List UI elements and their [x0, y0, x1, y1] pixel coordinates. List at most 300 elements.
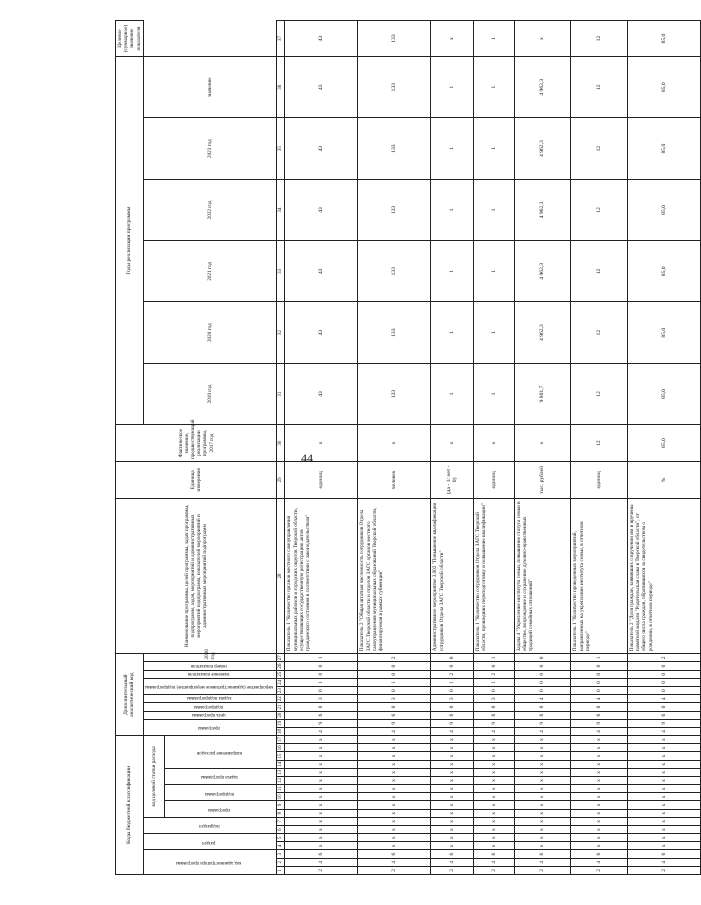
code-cell: х	[627, 744, 700, 752]
table-row	[285, 21, 358, 875]
code-cell: 0	[514, 654, 571, 662]
code-cell: 0	[285, 703, 358, 711]
indicator-type-header: значение показателя	[188, 670, 230, 676]
subprogram-header: подпрограмма	[204, 790, 235, 796]
final-value-cell: х	[431, 21, 474, 57]
code-cell: х	[474, 825, 514, 833]
code-cell: 4	[431, 858, 474, 866]
year-value-cell: 43	[285, 363, 358, 424]
year-value-cell: 4 962,3	[514, 302, 571, 363]
unit-header: Единица измерения	[116, 461, 277, 498]
column-index: 33	[277, 241, 285, 302]
code-cell: 0	[571, 670, 628, 678]
column-index: 16	[277, 745, 283, 751]
code-cell: х	[431, 752, 474, 760]
column-index: 12	[277, 778, 283, 784]
code-cell: х	[431, 793, 474, 801]
code-cell: 0	[285, 662, 358, 670]
code-cell: 4	[627, 858, 700, 866]
code-cell: 2	[571, 866, 628, 874]
final-value-cell: 133	[358, 21, 431, 57]
code-cell: 0	[358, 703, 431, 711]
code-cell: 2	[285, 866, 358, 874]
code-cell: 9	[514, 719, 571, 727]
code-cell: х	[474, 768, 514, 776]
code-cell: 4	[358, 858, 431, 866]
code-cell: х	[358, 801, 431, 809]
code-cell: 4	[285, 858, 358, 866]
final-value-cell: 1	[474, 21, 514, 57]
code-cell: х	[285, 776, 358, 784]
column-index-row	[277, 21, 285, 875]
code-cell: 1	[474, 654, 514, 662]
fact-cell: х	[474, 425, 514, 462]
year-value-cell: 133	[358, 179, 431, 240]
code-cell: х	[514, 817, 571, 825]
code-cell: х	[474, 785, 514, 793]
code-cell: х	[571, 744, 628, 752]
code-cell: 0	[571, 703, 628, 711]
code-cell: х	[431, 809, 474, 817]
final-value-header: значение	[143, 57, 277, 118]
code-cell: 3	[285, 695, 358, 703]
code-cell: х	[285, 842, 358, 850]
column-index: 19	[277, 720, 283, 726]
code-cell: 6	[627, 711, 700, 719]
code-cell: х	[514, 834, 571, 842]
code-cell: х	[431, 744, 474, 752]
code-cell: х	[285, 736, 358, 744]
code-cell: 0	[358, 670, 431, 678]
code-cell: х	[358, 817, 431, 825]
year-2021-header: 2021 год	[143, 241, 277, 302]
code-cell: х	[358, 768, 431, 776]
column-index: 37	[277, 21, 285, 57]
code-cell: 4	[627, 695, 700, 703]
task-subprogram-header: задача подпрограммы	[186, 695, 232, 701]
code-cell: 1	[474, 678, 514, 686]
code-cell: х	[285, 785, 358, 793]
code-cell: х	[571, 834, 628, 842]
code-cell: 0	[358, 687, 431, 695]
code-cell: 1	[285, 654, 358, 662]
code-cell: 1	[358, 678, 431, 686]
code-cell: 4	[474, 858, 514, 866]
year-value-cell: 85,0	[627, 241, 700, 302]
row-name-cell: Показатель 1 "Количество проведенных мероприятий, направленных на укрепление института семьи, в отчетном периоде"	[571, 498, 628, 653]
year-2019-header: 2019 год	[143, 363, 277, 424]
code-cell: х	[358, 744, 431, 752]
code-cell: х	[627, 801, 700, 809]
code-cell: х	[514, 768, 571, 776]
year-value-cell: 133	[358, 363, 431, 424]
column-index: 3	[277, 850, 285, 858]
code-cell: 2	[474, 670, 514, 678]
code-cell: х	[627, 776, 700, 784]
code-cell: х	[285, 752, 358, 760]
column-index: 31	[277, 363, 285, 424]
year-value-cell: 1	[474, 118, 514, 179]
code-cell: 9	[627, 719, 700, 727]
code-cell: 6	[431, 711, 474, 719]
code-cell: 2	[431, 866, 474, 874]
code-cell: х	[627, 817, 700, 825]
subsection-header: подраздел	[198, 823, 220, 829]
code-cell: 1	[571, 654, 628, 662]
code-cell: х	[571, 809, 628, 817]
program-header: программа	[208, 807, 231, 812]
code-cell: х	[627, 834, 700, 842]
code-cell: 4	[571, 695, 628, 703]
year-value-cell: 85,0	[627, 363, 700, 424]
column-index: 30	[277, 425, 285, 462]
column-index: 17	[277, 737, 283, 743]
year-value-cell: 4 962,3	[514, 118, 571, 179]
code-cell: 2	[474, 866, 514, 874]
column-index: 1	[277, 866, 285, 874]
code-cell: х	[474, 801, 514, 809]
code-cell: х	[627, 809, 700, 817]
analytic-group-header: Дополнительный аналитический код	[116, 654, 144, 736]
code-cell: 0	[514, 678, 571, 686]
year-value-cell: 12	[571, 363, 628, 424]
year-value-cell: 133	[358, 57, 431, 118]
year-value-cell: 12	[571, 57, 628, 118]
header-row-1	[116, 21, 144, 875]
code-cell: х	[627, 793, 700, 801]
year-value-cell: 85,0	[627, 302, 700, 363]
table-row	[474, 21, 514, 875]
column-index: 34	[277, 179, 285, 240]
code-cell: 0	[285, 670, 358, 678]
code-cell: 0	[514, 662, 571, 670]
fact-cell: х	[358, 425, 431, 462]
fact-cell: х	[514, 425, 571, 462]
code-cell: х	[474, 760, 514, 768]
event-number-header: номер показателя	[191, 662, 227, 668]
column-index: 28	[277, 498, 285, 653]
year-value-cell: 12	[571, 118, 628, 179]
code-cell: х	[431, 760, 474, 768]
code-cell: 6	[358, 850, 431, 858]
code-cell: х	[474, 744, 514, 752]
program-table	[115, 20, 701, 875]
final-value-cell: 43	[285, 21, 358, 57]
code-cell: х	[514, 736, 571, 744]
rotated-page	[115, 20, 667, 875]
column-index: 29	[277, 461, 285, 498]
code-cell: 2	[358, 654, 431, 662]
code-cell: х	[285, 834, 358, 842]
code-cell: 6	[474, 711, 514, 719]
code-cell: 6	[285, 711, 358, 719]
year-value-cell: 1	[431, 57, 474, 118]
code-cell: х	[514, 752, 571, 760]
code-cell: х	[358, 760, 431, 768]
code-cell: х	[431, 776, 474, 784]
subprogram2-header: подпрограмма	[194, 703, 224, 709]
code-cell: 6	[571, 850, 628, 858]
code-cell: 9	[285, 719, 358, 727]
year-value-cell: 1	[474, 179, 514, 240]
column-index: 36	[277, 57, 285, 118]
column-index: 13	[277, 769, 283, 775]
code-cell: 0	[627, 662, 700, 670]
fact-cell: х	[431, 425, 474, 462]
row-name-cell: Административное мероприятие 3.002 "Повышение квалификации сотрудников Отдела ЗАГС Тверской области"	[431, 498, 474, 653]
year-value-cell: 12	[571, 302, 628, 363]
code-cell: 1	[285, 678, 358, 686]
code-cell: 0	[514, 703, 571, 711]
code-cell: х	[571, 817, 628, 825]
unit-cell: единиц	[285, 461, 358, 498]
code-cell: х	[431, 801, 474, 809]
year-value-cell: 1	[431, 302, 474, 363]
code-cell: х	[514, 793, 571, 801]
year-value-cell: 1	[474, 363, 514, 424]
page-number: 44	[301, 451, 313, 465]
column-index: 9	[277, 801, 285, 809]
code-cell: х	[358, 793, 431, 801]
code-cell: х	[431, 834, 474, 842]
final-value-cell: х	[514, 21, 571, 57]
year-value-cell: 1	[431, 179, 474, 240]
code-cell: х	[431, 817, 474, 825]
program2-header: программа	[198, 725, 221, 731]
year-value-cell: 1	[431, 241, 474, 302]
code-cell: 0	[514, 670, 571, 678]
code-cell: х	[627, 752, 700, 760]
code-cell: х	[285, 744, 358, 752]
direction-expense-header: направление расходов	[196, 749, 242, 755]
code-cell: х	[431, 842, 474, 850]
year-value-cell: 12	[571, 179, 628, 240]
code-cell: х	[285, 801, 358, 809]
code-cell: х	[358, 825, 431, 833]
year-value-cell: 85,0	[627, 179, 700, 240]
code-cell: х	[571, 776, 628, 784]
code-cell: 0	[571, 662, 628, 670]
code-cell: х	[627, 825, 700, 833]
code-cell: 6	[431, 850, 474, 858]
code-cell: х	[514, 744, 571, 752]
name-header: Наименование программы, целей программы, задач программы, подпрограмм, задач, мероприятий и административных мероприятий подпрограмм, показателей мероприятий и административных мероприятий подпрограмм	[116, 498, 277, 653]
code-cell: х	[571, 825, 628, 833]
code-cell: х	[358, 752, 431, 760]
column-index: 4	[277, 842, 285, 850]
code-cell: х	[514, 776, 571, 784]
code-cell: х	[627, 768, 700, 776]
year-value-cell: 9 801,7	[514, 363, 571, 424]
row-name-cell: Показатель 2 "Общая штатная численность сотрудников Отдела ЗАГС Тверской области и отделов ЗАГС органов местного самоуправления муниципальных образований Тверской области, финансируемая в рамках субвенции"	[358, 498, 431, 653]
code-cell: х	[571, 793, 628, 801]
fact-cell: х	[285, 425, 358, 462]
code-cell: х	[285, 825, 358, 833]
admin-code-header: код администратора программы	[176, 860, 242, 866]
year-value-cell: 43	[285, 241, 358, 302]
year-2020-header: 2020 год	[143, 302, 277, 363]
code-cell: 2	[627, 654, 700, 662]
code-cell: 0	[431, 687, 474, 695]
code-cell: х	[627, 760, 700, 768]
column-index: 21	[277, 704, 283, 710]
code-cell: 9	[571, 719, 628, 727]
year-value-cell: 133	[358, 118, 431, 179]
code-cell: 4	[285, 727, 358, 735]
code-cell: 0	[358, 662, 431, 670]
code-cell: х	[514, 785, 571, 793]
year-2023-header: 2023 год	[143, 118, 277, 179]
code-cell: 4	[358, 727, 431, 735]
code-cell: 4	[514, 695, 571, 703]
final-value-cell: 85,0	[627, 21, 700, 57]
year-value-cell: 43	[285, 179, 358, 240]
code-cell: 0	[474, 662, 514, 670]
code-cell: 0	[474, 703, 514, 711]
code-cell: х	[285, 817, 358, 825]
column-index: 18	[277, 728, 283, 734]
code-cell: 6	[627, 850, 700, 858]
code-cell: х	[358, 785, 431, 793]
code-cell: 0	[627, 703, 700, 711]
code-cell: х	[431, 736, 474, 744]
year-value-cell: 1	[474, 302, 514, 363]
code-cell: х	[474, 834, 514, 842]
code-cell: 0	[285, 687, 358, 695]
code-cell: х	[474, 793, 514, 801]
code-cell: 6	[514, 850, 571, 858]
code-cell: х	[474, 752, 514, 760]
year-value-cell: 133	[358, 302, 431, 363]
column-index: 20	[277, 712, 283, 718]
column-index: 35	[277, 118, 285, 179]
year-value-cell: 85,0	[627, 57, 700, 118]
year-value-cell: 4 962,3	[514, 57, 571, 118]
code-cell: х	[474, 809, 514, 817]
year-value-cell: 133	[358, 241, 431, 302]
code-cell: 4	[571, 727, 628, 735]
code-cell: х	[474, 776, 514, 784]
year-value-cell: 4 962,3	[514, 179, 571, 240]
unit-cell: единиц	[571, 461, 628, 498]
year-value-cell: 12	[571, 241, 628, 302]
table-row	[431, 21, 474, 875]
codes-group-header: Коды бюджетной классификации	[116, 736, 144, 875]
fact-cell: 85,0	[627, 425, 700, 462]
code-cell: х	[358, 842, 431, 850]
table-row	[358, 21, 431, 875]
code-cell: 0	[431, 703, 474, 711]
column-index: 22	[277, 696, 283, 702]
fact-cell: 12	[571, 425, 628, 462]
code-cell: х	[431, 768, 474, 776]
code-cell: х	[627, 736, 700, 744]
code-cell: 0	[627, 678, 700, 686]
year-value-cell: 1	[474, 241, 514, 302]
code-cell: х	[358, 776, 431, 784]
code-cell: 0	[627, 670, 700, 678]
column-index: 25	[277, 671, 283, 677]
code-cell: х	[431, 785, 474, 793]
event-header: мероприятие (административное мероприятие) подпрограммы	[144, 684, 274, 690]
code-cell: х	[571, 736, 628, 744]
column-index: 11	[277, 786, 283, 792]
code-cell: х	[285, 809, 358, 817]
code-cell: 3	[431, 695, 474, 703]
code-cell: х	[474, 736, 514, 744]
code-cell: х	[571, 760, 628, 768]
code-cell: 9	[431, 719, 474, 727]
code-cell: х	[474, 817, 514, 825]
code-cell: х	[514, 760, 571, 768]
code-cell: х	[431, 825, 474, 833]
code-cell: 2	[358, 866, 431, 874]
column-index: 26	[277, 663, 283, 669]
column-index: 6	[277, 825, 285, 833]
kcs-group-header: код целевой статьи расхода	[143, 736, 164, 818]
fact-header: Фактическое значение, предшествующий реализации программы, 2017 год	[116, 425, 277, 462]
year-2022-header: 2022 год	[143, 179, 277, 240]
table-row	[514, 21, 571, 875]
unit-cell: %	[627, 461, 700, 498]
code-cell: х	[571, 785, 628, 793]
code-cell: х	[571, 801, 628, 809]
column-index: 24	[277, 679, 283, 685]
code-cell: 6	[358, 711, 431, 719]
section-header: раздел	[202, 839, 216, 845]
row-name-cell: Задача 4 "Укрепление института семьи, повышение статуса семьи в обществе, возрождение и сохранение духовно-нравственных традиций семейных отношений"	[514, 498, 571, 653]
unit-cell: человек	[358, 461, 431, 498]
code-cell: х	[571, 842, 628, 850]
row-name-cell: Показатель 1 "Количество сотрудников Отдела ЗАГС Тверской области, прошедших переподготовку и повышение квалификации"	[474, 498, 514, 653]
code-cell: 0	[431, 654, 474, 662]
code-cell: 0	[474, 687, 514, 695]
year-2018-header: 2018 год	[143, 654, 277, 662]
column-index: 5	[277, 834, 285, 842]
column-index: 15	[277, 753, 283, 759]
code-cell: 6	[285, 850, 358, 858]
code-cell: 0	[571, 678, 628, 686]
code-cell: 4	[431, 727, 474, 735]
column-index: 23	[277, 688, 283, 694]
code-cell: х	[514, 801, 571, 809]
code-cell: 6	[514, 711, 571, 719]
final-value-cell: 12	[571, 21, 628, 57]
code-cell: 9	[358, 719, 431, 727]
code-cell: 0	[431, 662, 474, 670]
year-value-cell: 1	[431, 118, 474, 179]
code-cell: 3	[474, 695, 514, 703]
column-index: 14	[277, 761, 283, 767]
code-cell: х	[627, 842, 700, 850]
code-cell: х	[514, 825, 571, 833]
code-cell: х	[514, 809, 571, 817]
code-cell: х	[358, 834, 431, 842]
code-cell: 9	[474, 719, 514, 727]
code-cell: х	[285, 793, 358, 801]
table-row	[571, 21, 628, 875]
year-value-cell: 85,0	[627, 118, 700, 179]
unit-cell: единиц	[474, 461, 514, 498]
column-index: 2	[277, 858, 285, 866]
code-cell: х	[474, 842, 514, 850]
code-cell: 4	[571, 858, 628, 866]
code-cell: х	[514, 842, 571, 850]
year-value-cell: 4 962,3	[514, 241, 571, 302]
code-cell: х	[285, 768, 358, 776]
year-value-cell: 43	[285, 302, 358, 363]
column-index: 10	[277, 794, 283, 800]
